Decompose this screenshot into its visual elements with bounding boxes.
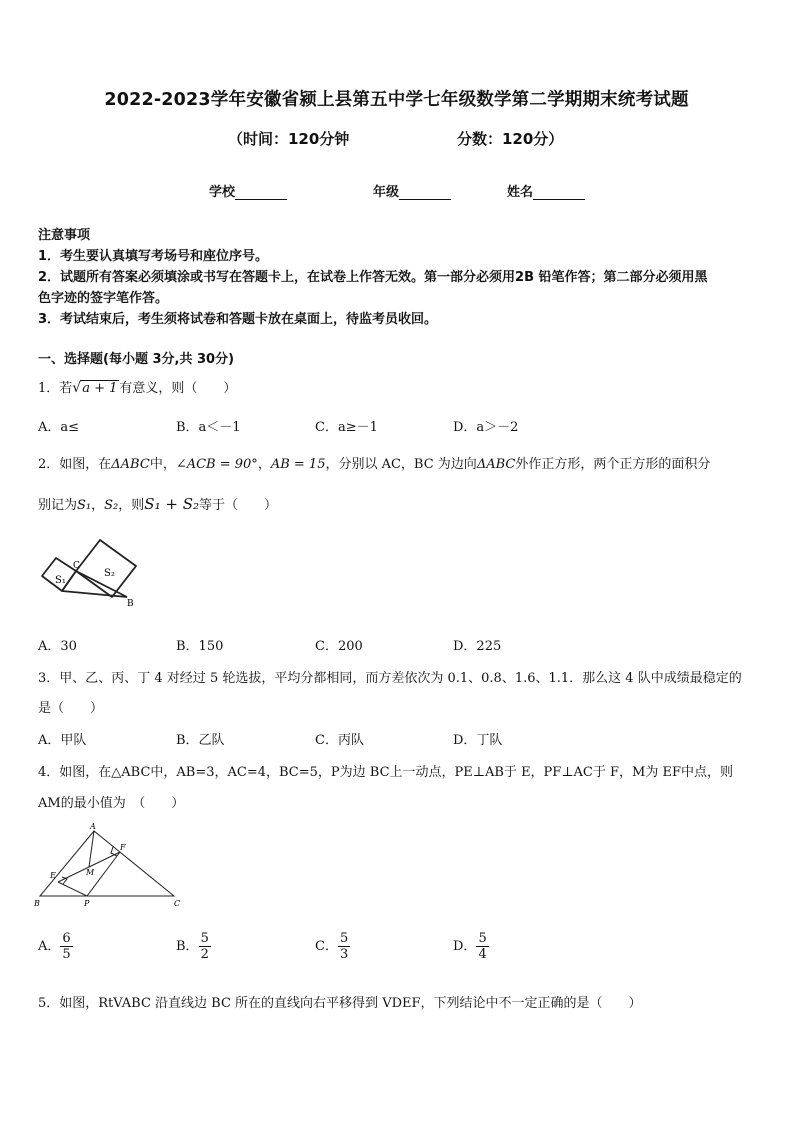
- q4-option-b[interactable]: [176, 931, 211, 962]
- grade-field: [373, 181, 451, 200]
- page-title: 2022-2023学年安徽省颍上县第五中学七年级数学第二学期期末统考试题: [104, 90, 689, 110]
- label-a: A: [90, 822, 96, 831]
- question-2-line-1: [38, 453, 710, 472]
- denominator: 3: [339, 947, 349, 962]
- notice-item-3: 3．考试结束后，考生须将试卷和答题卡放在桌面上，待监考员收回。: [38, 312, 438, 327]
- q1-option-b[interactable]: B．a＜－1: [176, 420, 241, 435]
- numerator: 5: [478, 931, 487, 946]
- q2-text: 2．如图，在: [38, 457, 112, 472]
- q2-option-b[interactable]: B．150: [176, 639, 224, 654]
- label-c: C: [73, 561, 80, 571]
- school-field: [209, 181, 287, 200]
- school-label: 学校: [209, 185, 236, 200]
- q2-figure: [36, 535, 148, 615]
- q2-text: ，则: [118, 498, 145, 513]
- q3-option-a[interactable]: A．甲队: [38, 733, 87, 748]
- question-3-line-2: 是（ ）: [38, 701, 104, 716]
- name-field: [507, 181, 585, 200]
- label-e: E: [50, 871, 56, 880]
- q2-text: ，: [91, 498, 105, 513]
- triangle-abc: [40, 831, 174, 896]
- option-label: B．: [176, 939, 199, 954]
- option-fraction: [199, 931, 211, 962]
- denominator: 4: [478, 947, 487, 962]
- q2-s1: S₁: [77, 498, 92, 513]
- option-label: D．: [453, 939, 477, 954]
- q2-triangle: ΔABC: [111, 457, 150, 472]
- q3-option-d[interactable]: D．丁队: [453, 733, 503, 748]
- label-s2: S₂: [104, 568, 115, 579]
- grade-blank[interactable]: [399, 187, 451, 200]
- question-3-line-1: 3．甲、乙、丙、丁 4 对经过 5 轮选拔，平均分都相同，而方差依次为 0.1、0.8、1.6、1.1．那么这 4 队中成绩最稳定的: [38, 671, 742, 686]
- q2-text: 别记为: [38, 498, 78, 513]
- label-b: B: [34, 899, 40, 908]
- option-label: C．: [315, 939, 338, 954]
- q2-text: 等于（ ）: [198, 498, 277, 513]
- q2-triangle: ΔABC: [476, 457, 516, 472]
- option-fraction: [338, 931, 350, 962]
- question-2-line-2: [38, 494, 277, 513]
- option-label: A．: [38, 939, 61, 954]
- notice-item-1: 1．考生要认真填写考场号和座位序号。: [38, 249, 269, 264]
- q2-option-c[interactable]: C．200: [315, 639, 363, 654]
- q2-text: 中，: [149, 457, 176, 472]
- question-4-line-1: 4．如图，在△ABC中，AB=3，AC=4，BC=5，P为边 BC上一动点，PE⊥AB于 E，PF⊥AC于 F，M为 EF中点，则: [38, 765, 733, 780]
- question-5-line-1: 5．如图，RtVABC 沿直线边 BC 所在的直线向右平移得到 VDEF，下列结论中不一定正确的是（ ）: [38, 996, 642, 1011]
- exam-time: （时间：120分钟: [228, 130, 350, 148]
- name-blank[interactable]: [533, 187, 585, 200]
- q4-figure: [34, 820, 186, 910]
- q3-option-c[interactable]: C．丙队: [315, 733, 364, 748]
- section-heading: 一、选择题(每小题 3分,共 30分): [38, 352, 235, 367]
- label-f: F: [120, 843, 126, 852]
- numerator: 5: [339, 931, 349, 946]
- q2-text: 外作正方形，两个正方形的面积分: [515, 457, 711, 472]
- segment-pe: [58, 882, 87, 896]
- option-fraction: [476, 931, 488, 962]
- q1-option-c[interactable]: C．a≥－1: [315, 420, 378, 435]
- q2-option-d[interactable]: D．225: [453, 639, 502, 654]
- denominator: 5: [62, 947, 71, 962]
- q3-option-b[interactable]: B．乙队: [176, 733, 225, 748]
- notice-heading: 注意事项: [38, 228, 91, 243]
- question-4-line-2: AM的最小值为 （ ）: [38, 796, 185, 811]
- q2-text: ，: [257, 457, 271, 472]
- name-label: 姓名: [507, 185, 534, 200]
- school-blank[interactable]: [235, 187, 287, 200]
- label-c: C: [174, 899, 181, 908]
- grade-label: 年级: [373, 185, 400, 200]
- q4-option-c[interactable]: [315, 931, 350, 962]
- q1-radicand: a + 1: [82, 381, 118, 396]
- label-p: P: [84, 899, 90, 908]
- q2-length: AB = 15: [270, 457, 326, 472]
- q1-prefix: 1．若: [38, 381, 73, 396]
- exam-score: 分数：120分）: [457, 130, 564, 148]
- q1-option-d[interactable]: D．a＞－2: [453, 420, 519, 435]
- q2-text: ，分别以 AC，BC 为边向: [325, 457, 477, 472]
- notice-item-2: 2．试题所有答案必须填涂或书写在答题卡上，在试卷上作答无效。第一部分必须用2B 铅笔作答；第二部分必须用黑: [38, 270, 708, 285]
- option-fraction: [60, 931, 72, 962]
- q2-angle: ∠ACB = 90°: [175, 457, 258, 472]
- q4-option-a[interactable]: [38, 931, 73, 962]
- question-1: 1．若√a + 1 有意义，则（ ）: [38, 380, 237, 396]
- q4-option-d[interactable]: [453, 931, 489, 962]
- label-m: M: [86, 868, 95, 877]
- label-b: B: [127, 599, 134, 609]
- q2-sum: S₁ + S₂: [144, 495, 199, 513]
- denominator: 2: [200, 947, 209, 962]
- q2-s2: S₂: [104, 498, 119, 513]
- q1-option-a[interactable]: A．a≤: [38, 420, 80, 435]
- numerator: 6: [62, 931, 71, 946]
- notice-item-2-cont: 色字迹的签字笔作答。: [38, 291, 169, 306]
- q2-option-a[interactable]: A．30: [38, 639, 77, 654]
- label-s1: S₁: [55, 575, 66, 586]
- q1-suffix: 有意义，则（ ）: [119, 381, 237, 396]
- numerator: 5: [200, 931, 209, 946]
